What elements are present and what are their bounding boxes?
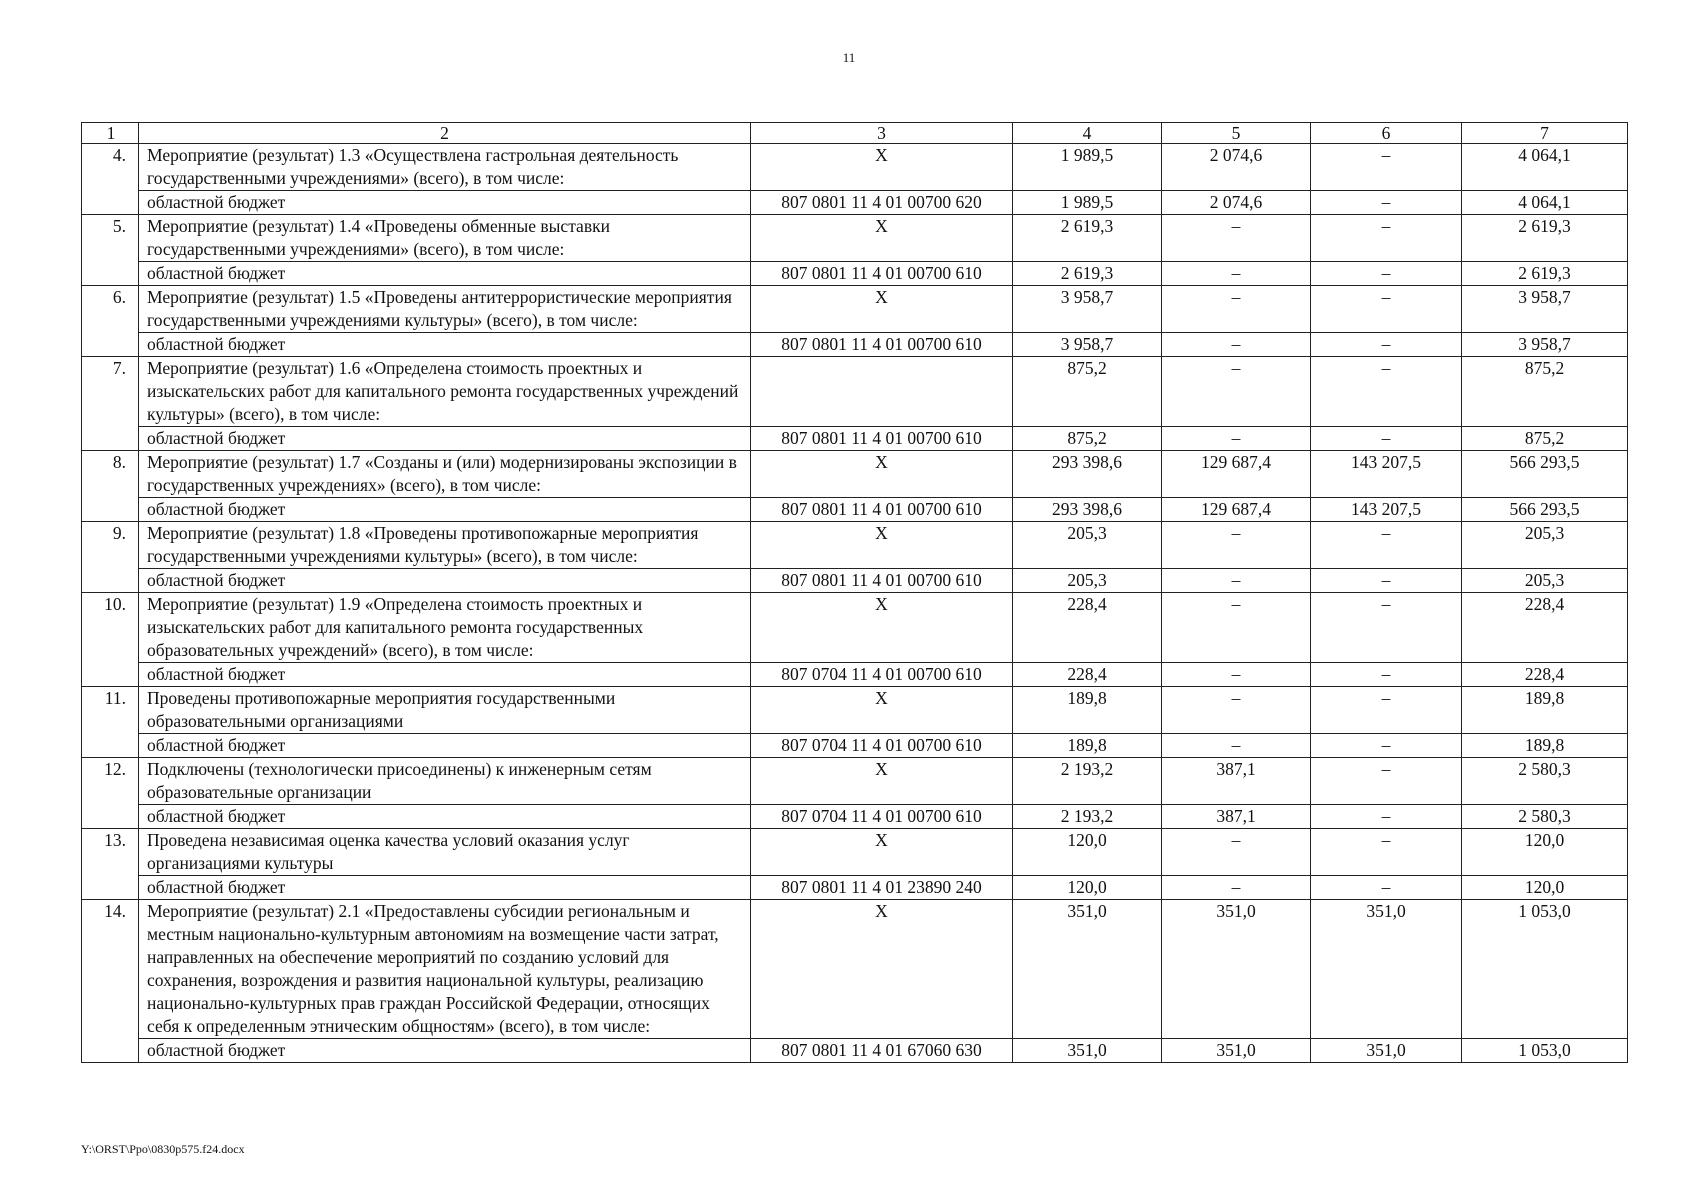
value-col-6: – <box>1311 829 1462 876</box>
table-row <box>82 357 1628 427</box>
funding-source-label: областной бюджет <box>139 569 751 593</box>
item-title: Подключены (технологически присоединены) к инженерным сетям образовательные организации <box>139 758 751 805</box>
value-col-7: 1 053,0 <box>1462 900 1628 1039</box>
value-col-7: 566 293,5 <box>1462 498 1628 522</box>
item-title: Мероприятие (результат) 1.9 «Определена стоимость проектных и изыскательских работ для капитального ремонта государственных образовательных учреждений» (всего), в том числе: <box>139 593 751 663</box>
row-number: 14. <box>82 900 139 1063</box>
row-number: 11. <box>82 687 139 758</box>
value-col-6: – <box>1311 333 1462 357</box>
value-col-6: – <box>1311 569 1462 593</box>
value-col-4: 1 989,5 <box>1013 191 1162 215</box>
row-number: 12. <box>82 758 139 829</box>
funding-source-label: областной бюджет <box>139 333 751 357</box>
budget-code: 807 0704 11 4 01 00700 610 <box>751 805 1013 829</box>
value-col-5: 387,1 <box>1162 758 1311 805</box>
table-row <box>82 758 1628 805</box>
value-col-7: 189,8 <box>1462 734 1628 758</box>
table-subrow <box>82 333 1628 357</box>
budget-code: 807 0801 11 4 01 00700 610 <box>751 427 1013 451</box>
funding-source-label: областной бюджет <box>139 663 751 687</box>
table-subrow <box>82 427 1628 451</box>
table-row <box>82 900 1628 1039</box>
row-number: 8. <box>82 451 139 522</box>
budget-code: 807 0801 11 4 01 00700 620 <box>751 191 1013 215</box>
value-col-4: 189,8 <box>1013 687 1162 734</box>
value-col-5: – <box>1162 593 1311 663</box>
value-col-6: – <box>1311 427 1462 451</box>
row-number: 10. <box>82 593 139 687</box>
row-number: 9. <box>82 522 139 593</box>
header-cell: 1 <box>82 123 139 144</box>
value-col-4: 1 989,5 <box>1013 144 1162 191</box>
row-number: 7. <box>82 357 139 451</box>
table-row <box>82 522 1628 569</box>
table-subrow <box>82 191 1628 215</box>
value-col-4: 205,3 <box>1013 569 1162 593</box>
funding-source-label: областной бюджет <box>139 262 751 286</box>
value-col-6: 351,0 <box>1311 1039 1462 1063</box>
budget-code: 807 0801 11 4 01 67060 630 <box>751 1039 1013 1063</box>
budget-code: Х <box>751 522 1013 569</box>
value-col-6: 143 207,5 <box>1311 498 1462 522</box>
value-col-4: 351,0 <box>1013 900 1162 1039</box>
value-col-5: – <box>1162 522 1311 569</box>
value-col-4: 2 619,3 <box>1013 262 1162 286</box>
value-col-5: – <box>1162 286 1311 333</box>
value-col-7: 120,0 <box>1462 829 1628 876</box>
row-number: 13. <box>82 829 139 900</box>
table-row <box>82 144 1628 191</box>
value-col-5: 351,0 <box>1162 1039 1311 1063</box>
budget-code: Х <box>751 286 1013 333</box>
item-title: Мероприятие (результат) 1.5 «Проведены антитеррористические мероприятия государственными учреждениями культуры» (всего), в том числе: <box>139 286 751 333</box>
value-col-7: 228,4 <box>1462 593 1628 663</box>
value-col-7: 2 580,3 <box>1462 805 1628 829</box>
budget-code: 807 0704 11 4 01 00700 610 <box>751 734 1013 758</box>
item-title: Мероприятие (результат) 1.6 «Определена стоимость проектных и изыскательских работ для капитального ремонта государственных учреждений культуры» (всего), в том числе: <box>139 357 751 427</box>
value-col-4: 293 398,6 <box>1013 451 1162 498</box>
value-col-7: 566 293,5 <box>1462 451 1628 498</box>
funding-source-label: областной бюджет <box>139 1039 751 1063</box>
footer-file-path: Y:\ORST\Ppo\0830p575.f24.docx <box>81 1142 245 1156</box>
value-col-6: – <box>1311 286 1462 333</box>
budget-code: Х <box>751 593 1013 663</box>
table-row <box>82 829 1628 876</box>
item-title: Мероприятие (результат) 1.8 «Проведены противопожарные мероприятия государственными учреждениями культуры» (всего), в том числе: <box>139 522 751 569</box>
value-col-6: – <box>1311 663 1462 687</box>
budget-code: 807 0801 11 4 01 23890 240 <box>751 876 1013 900</box>
budget-code: Х <box>751 900 1013 1039</box>
value-col-4: 875,2 <box>1013 427 1162 451</box>
row-number: 5. <box>82 215 139 286</box>
value-col-7: 3 958,7 <box>1462 333 1628 357</box>
value-col-4: 2 619,3 <box>1013 215 1162 262</box>
value-col-4: 875,2 <box>1013 357 1162 427</box>
value-col-4: 228,4 <box>1013 663 1162 687</box>
value-col-7: 3 958,7 <box>1462 286 1628 333</box>
value-col-6: – <box>1311 262 1462 286</box>
funding-source-label: областной бюджет <box>139 191 751 215</box>
header-cell: 5 <box>1162 123 1311 144</box>
value-col-4: 293 398,6 <box>1013 498 1162 522</box>
table-subrow <box>82 876 1628 900</box>
table-subrow <box>82 805 1628 829</box>
item-title: Мероприятие (результат) 1.4 «Проведены обменные выставки государственными учреждениями» (всего), в том числе: <box>139 215 751 262</box>
header-cell: 6 <box>1311 123 1462 144</box>
funding-source-label: областной бюджет <box>139 734 751 758</box>
value-col-7: 1 053,0 <box>1462 1039 1628 1063</box>
value-col-6: – <box>1311 357 1462 427</box>
value-col-5: – <box>1162 829 1311 876</box>
value-col-5: – <box>1162 663 1311 687</box>
value-col-6: – <box>1311 191 1462 215</box>
value-col-7: 2 619,3 <box>1462 215 1628 262</box>
table-subrow <box>82 498 1628 522</box>
value-col-5: – <box>1162 427 1311 451</box>
budget-table <box>81 122 1628 1063</box>
value-col-6: – <box>1311 144 1462 191</box>
budget-code: 807 0801 11 4 01 00700 610 <box>751 333 1013 357</box>
value-col-4: 3 958,7 <box>1013 333 1162 357</box>
value-col-5: – <box>1162 262 1311 286</box>
value-col-5: 2 074,6 <box>1162 144 1311 191</box>
budget-code: 807 0801 11 4 01 00700 610 <box>751 498 1013 522</box>
table-row <box>82 593 1628 663</box>
value-col-7: 189,8 <box>1462 687 1628 734</box>
value-col-6: – <box>1311 876 1462 900</box>
value-col-7: 2 580,3 <box>1462 758 1628 805</box>
header-cell: 7 <box>1462 123 1628 144</box>
value-col-5: 2 074,6 <box>1162 191 1311 215</box>
funding-source-label: областной бюджет <box>139 498 751 522</box>
budget-code: Х <box>751 829 1013 876</box>
row-number: 4. <box>82 144 139 215</box>
value-col-4: 2 193,2 <box>1013 758 1162 805</box>
header-row <box>82 123 1628 144</box>
value-col-5: 351,0 <box>1162 900 1311 1039</box>
value-col-6: – <box>1311 215 1462 262</box>
table-subrow <box>82 734 1628 758</box>
item-title: Мероприятие (результат) 2.1 «Предоставлены субсидии региональным и местным национально-культурным автономиям на возмещение части затрат, направленных на обеспечение мероприятий по созданию условий для сохранения, возрождения и развития национальной культуры, реализацию национально-культурных прав граждан Российской Федерации, относящих себя к определенным этническим общностям» (всего), в том числе: <box>139 900 751 1039</box>
value-col-6: – <box>1311 734 1462 758</box>
page-number: 11 <box>842 50 856 65</box>
value-col-5: – <box>1162 876 1311 900</box>
table-subrow <box>82 262 1628 286</box>
table-row <box>82 286 1628 333</box>
value-col-5: 129 687,4 <box>1162 451 1311 498</box>
value-col-6: – <box>1311 593 1462 663</box>
value-col-6: – <box>1311 758 1462 805</box>
value-col-5: – <box>1162 734 1311 758</box>
value-col-5: – <box>1162 569 1311 593</box>
table-subrow <box>82 569 1628 593</box>
value-col-4: 120,0 <box>1013 876 1162 900</box>
header-cell: 2 <box>139 123 751 144</box>
funding-source-label: областной бюджет <box>139 805 751 829</box>
table-subrow <box>82 1039 1628 1063</box>
budget-code: Х <box>751 215 1013 262</box>
table-row <box>82 451 1628 498</box>
value-col-6: 351,0 <box>1311 900 1462 1039</box>
budget-code: 807 0704 11 4 01 00700 610 <box>751 663 1013 687</box>
value-col-4: 228,4 <box>1013 593 1162 663</box>
value-col-7: 205,3 <box>1462 522 1628 569</box>
funding-source-label: областной бюджет <box>139 876 751 900</box>
value-col-7: 205,3 <box>1462 569 1628 593</box>
budget-code: Х <box>751 144 1013 191</box>
header-cell: 4 <box>1013 123 1162 144</box>
value-col-4: 3 958,7 <box>1013 286 1162 333</box>
value-col-5: 129 687,4 <box>1162 498 1311 522</box>
value-col-5: – <box>1162 687 1311 734</box>
item-title: Мероприятие (результат) 1.7 «Созданы и (или) модернизированы экспозиции в государственных учреждениях» (всего), в том числе: <box>139 451 751 498</box>
value-col-5: – <box>1162 333 1311 357</box>
funding-source-label: областной бюджет <box>139 427 751 451</box>
table-row <box>82 687 1628 734</box>
value-col-7: 228,4 <box>1462 663 1628 687</box>
value-col-6: – <box>1311 522 1462 569</box>
value-col-7: 4 064,1 <box>1462 191 1628 215</box>
value-col-6: – <box>1311 687 1462 734</box>
value-col-7: 4 064,1 <box>1462 144 1628 191</box>
value-col-6: – <box>1311 805 1462 829</box>
item-title: Мероприятие (результат) 1.3 «Осуществлена гастрольная деятельность государственными учреждениями» (всего), в том числе: <box>139 144 751 191</box>
value-col-7: 875,2 <box>1462 427 1628 451</box>
budget-code: Х <box>751 687 1013 734</box>
table-subrow <box>82 663 1628 687</box>
value-col-4: 2 193,2 <box>1013 805 1162 829</box>
header-cell: 3 <box>751 123 1013 144</box>
item-title: Проведена независимая оценка качества условий оказания услуг организациями культуры <box>139 829 751 876</box>
value-col-5: 387,1 <box>1162 805 1311 829</box>
value-col-4: 351,0 <box>1013 1039 1162 1063</box>
budget-code: 807 0801 11 4 01 00700 610 <box>751 569 1013 593</box>
row-number: 6. <box>82 286 139 357</box>
table-row <box>82 215 1628 262</box>
value-col-4: 189,8 <box>1013 734 1162 758</box>
value-col-5: – <box>1162 215 1311 262</box>
budget-code: Х <box>751 758 1013 805</box>
budget-code <box>751 357 1013 427</box>
budget-code: Х <box>751 451 1013 498</box>
value-col-4: 205,3 <box>1013 522 1162 569</box>
value-col-7: 120,0 <box>1462 876 1628 900</box>
value-col-4: 120,0 <box>1013 829 1162 876</box>
value-col-6: 143 207,5 <box>1311 451 1462 498</box>
value-col-7: 2 619,3 <box>1462 262 1628 286</box>
value-col-5: – <box>1162 357 1311 427</box>
value-col-7: 875,2 <box>1462 357 1628 427</box>
budget-code: 807 0801 11 4 01 00700 610 <box>751 262 1013 286</box>
item-title: Проведены противопожарные мероприятия государственными образовательными организациями <box>139 687 751 734</box>
